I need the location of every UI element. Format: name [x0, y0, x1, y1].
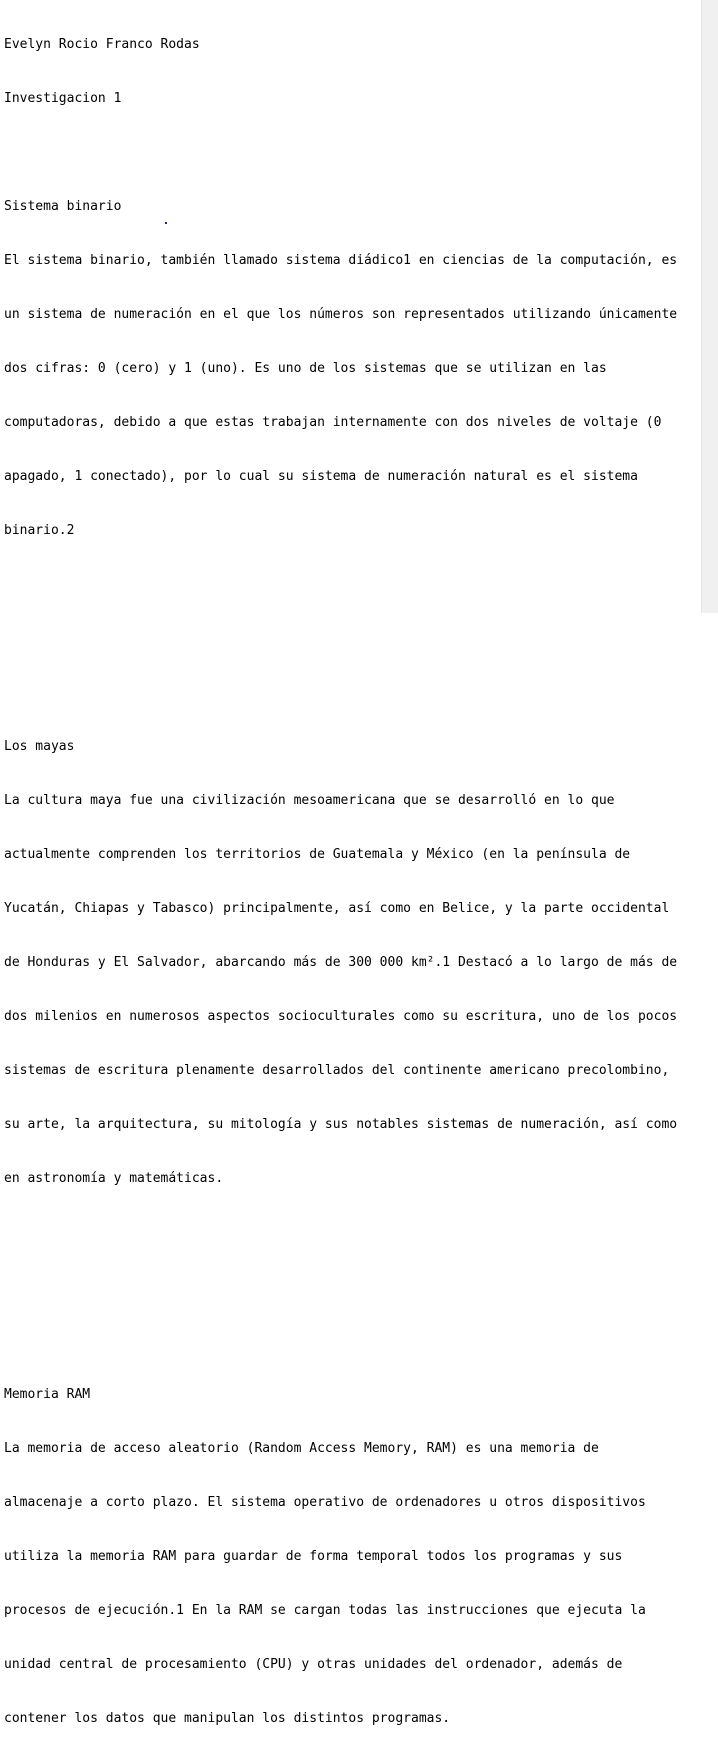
text-line: en astronomía y matemáticas. [4, 1171, 224, 1186]
text-line [4, 576, 698, 594]
text-line [4, 1278, 698, 1296]
text-line: procesos de ejecución.1 En la RAM se cargan todas las instrucciones que ejecuta la [4, 1603, 646, 1618]
text-line: de Honduras y El Salvador, abarcando más de 300 000 km².1 Destacó a lo largo de más de [4, 955, 678, 970]
text-line: dos milenios en numerosos aspectos socioculturales como su escritura, uno de los pocos [4, 1009, 678, 1024]
mouse-pointer-dot [165, 222, 167, 224]
text-line: su arte, la arquitectura, su mitología y sus notables sistemas de numeración, así como [4, 1117, 678, 1132]
text-line [4, 630, 698, 648]
text-line: sistemas de escritura plenamente desarrollados del continente americano precolombino, [4, 1063, 670, 1078]
text-line: contener los datos que manipulan los distintos programas. [4, 1711, 451, 1726]
text-line: Investigacion 1 [4, 91, 122, 106]
vertical-scrollbar[interactable] [701, 0, 718, 613]
text-line [4, 144, 698, 162]
text-line [4, 684, 698, 702]
text-line: un sistema de numeración en el que los números son representados utilizando únicamente [4, 307, 678, 322]
text-line: Evelyn Rocio Franco Rodas [4, 37, 200, 52]
text-line: Memoria RAM [4, 1387, 91, 1402]
text-line: almacenaje a corto plazo. El sistema operativo de ordenadores u otros dispositivos [4, 1495, 646, 1510]
text-line: apagado, 1 conectado), por lo cual su sistema de numeración natural es el sistema [4, 469, 638, 484]
text-line [4, 1224, 698, 1242]
text-line: Los mayas [4, 739, 75, 754]
text-line: computadoras, debido a que estas trabajan internamente con dos niveles de voltaje (0 [4, 415, 662, 430]
text-line: La cultura maya fue una civilización mesoamericana que se desarrolló en lo que [4, 793, 615, 808]
text-line: Sistema binario [4, 199, 122, 214]
text-line: actualmente comprenden los territorios de Guatemala y México (en la península de [4, 847, 631, 862]
text-line: Yucatán, Chiapas y Tabasco) principalmente, así como en Belice, y la parte occidental [4, 901, 670, 916]
text-line: utiliza la memoria RAM para guardar de forma temporal todos los programas y sus [4, 1549, 623, 1564]
text-line: La memoria de acceso aleatorio (Random Access Memory, RAM) es una memoria de [4, 1441, 599, 1456]
document-text[interactable] [4, 0, 698, 1764]
text-line [4, 1332, 698, 1350]
text-line: El sistema binario, también llamado sistema diádico1 en ciencias de la computación, es [4, 253, 678, 268]
text-line: dos cifras: 0 (cero) y 1 (uno). Es uno de los sistemas que se utilizan en las [4, 361, 607, 376]
text-line: unidad central de procesamiento (CPU) y otras unidades del ordenador, además de [4, 1657, 623, 1672]
text-line: binario.2 [4, 523, 75, 538]
